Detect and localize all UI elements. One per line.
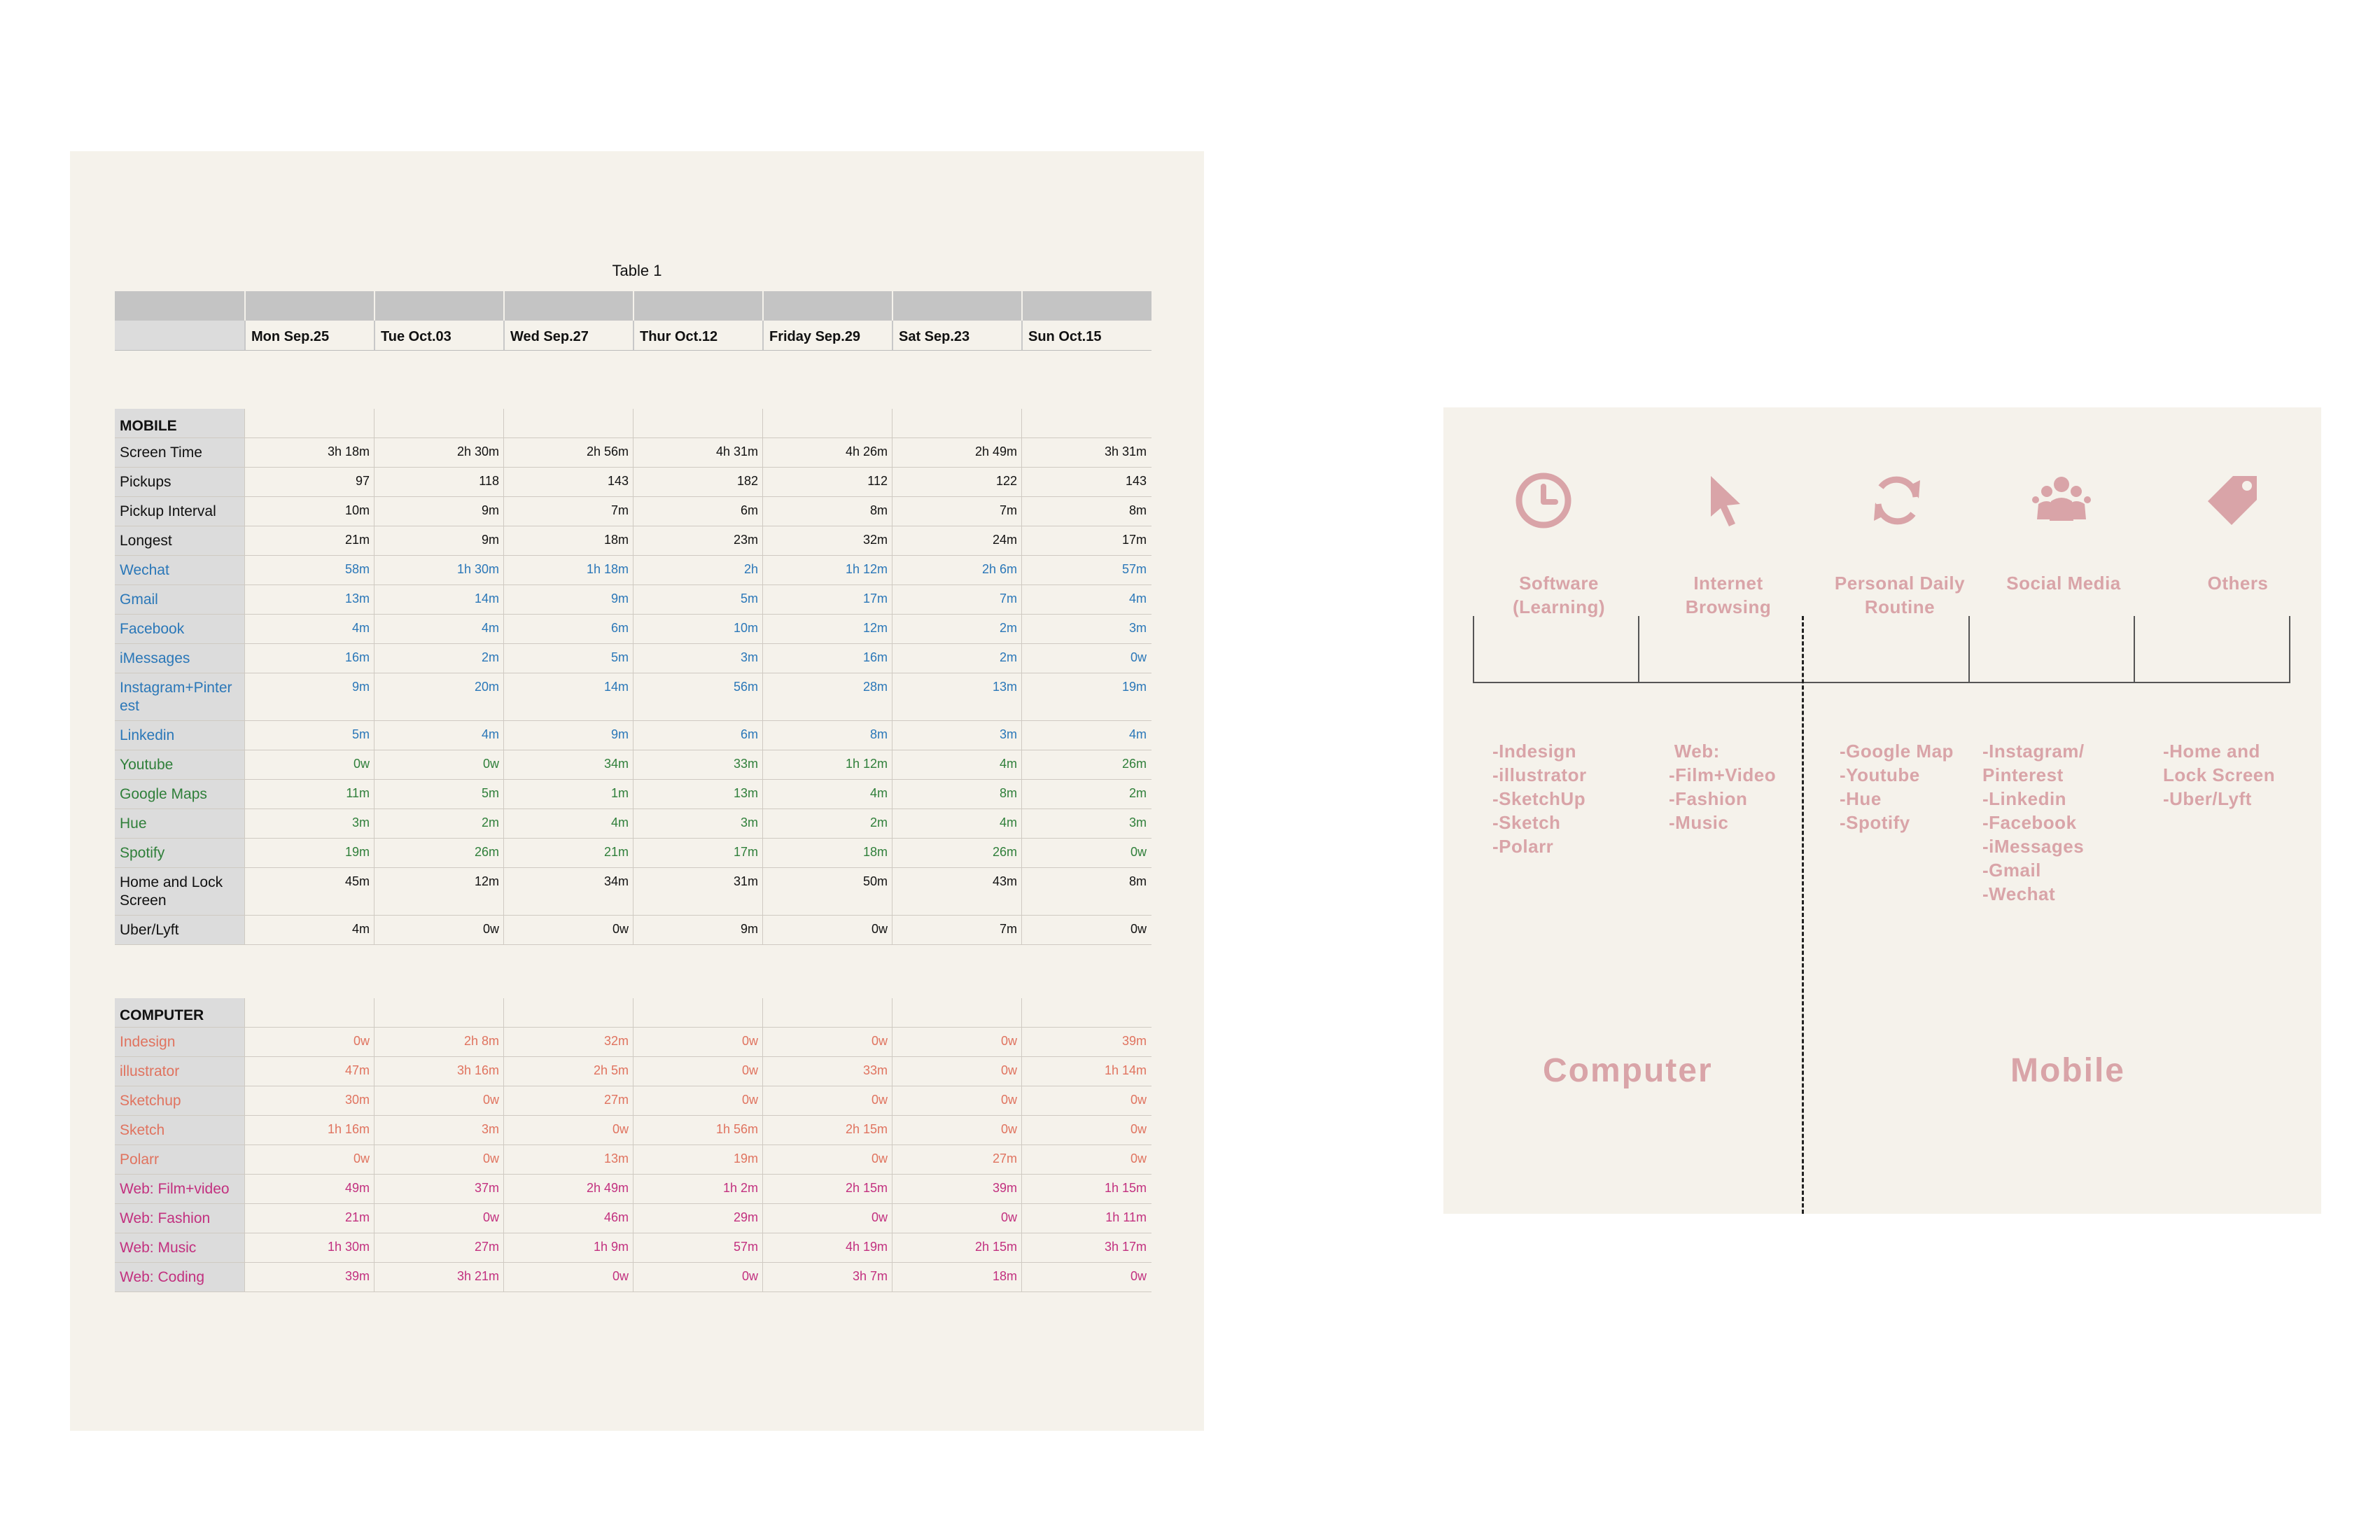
table-cell: 19m xyxy=(633,1145,762,1174)
table-row xyxy=(115,556,1152,585)
table-cell: 31m xyxy=(633,868,762,915)
table-cell: 0w xyxy=(1021,916,1151,944)
table-cell: 0w xyxy=(633,1028,762,1056)
table-cell: 10m xyxy=(633,615,762,643)
table-cell: 1h 12m xyxy=(762,556,892,584)
table-cell: 5m xyxy=(503,644,633,673)
table-cell: 2m xyxy=(762,809,892,838)
row-label: Linkedin xyxy=(115,721,244,750)
table-cell: 7m xyxy=(892,585,1021,614)
row-label: Pickups xyxy=(115,468,244,496)
clock-icon xyxy=(1512,469,1575,532)
table-cell: 0w xyxy=(892,1204,1021,1233)
table-row xyxy=(115,916,1152,945)
table-cell: 1h 30m xyxy=(244,1233,374,1262)
table-cell: 2h 6m xyxy=(892,556,1021,584)
empty-cell xyxy=(1021,409,1151,438)
table-cell: 9m xyxy=(503,585,633,614)
table-cell: 8m xyxy=(892,780,1021,808)
table-row xyxy=(115,1175,1152,1204)
table-row xyxy=(115,1233,1152,1263)
row-label: Youtube xyxy=(115,750,244,779)
category-label-routine: Personal Daily Routine xyxy=(1834,573,1966,617)
table-cell: 8m xyxy=(762,721,892,750)
table-cell: 18m xyxy=(892,1263,1021,1292)
table-cell: 58m xyxy=(244,556,374,584)
category-label-others: Others xyxy=(2207,573,2269,594)
table-cell: 17m xyxy=(762,585,892,614)
table-cell: 2h 56m xyxy=(503,438,633,467)
table-cell: 122 xyxy=(892,468,1021,496)
table-cell: 9m xyxy=(374,497,503,526)
group-label-mobile: Mobile xyxy=(2010,1052,2125,1089)
table-cell: 0w xyxy=(762,1145,892,1174)
table-cell: 4m xyxy=(374,615,503,643)
table-cell: 32m xyxy=(762,526,892,555)
day-header: Wed Sep.27 xyxy=(503,321,633,350)
table-cell: 3h 18m xyxy=(244,438,374,467)
table-panel xyxy=(70,151,1204,1431)
table-cell: 3m xyxy=(374,1116,503,1144)
table-cell: 1h 16m xyxy=(244,1116,374,1144)
empty-cell xyxy=(244,998,374,1027)
others-list: -Home and Lock Screen -Uber/Lyft xyxy=(2163,741,2276,809)
table-row xyxy=(115,1204,1152,1233)
table-cell: 24m xyxy=(892,526,1021,555)
table-cell: 2m xyxy=(374,809,503,838)
table-cell: 97 xyxy=(244,468,374,496)
table-cell: 112 xyxy=(762,468,892,496)
day-header: Sun Oct.15 xyxy=(1021,321,1151,350)
table-row xyxy=(115,1116,1152,1145)
table-cell: 46m xyxy=(503,1204,633,1233)
table-cell: 0w xyxy=(374,1145,503,1174)
table-cell: 3m xyxy=(244,809,374,838)
table-cell: 3h 17m xyxy=(1021,1233,1151,1262)
table-cell: 2m xyxy=(374,644,503,673)
row-label: Facebook xyxy=(115,615,244,643)
table-cell: 17m xyxy=(1021,526,1151,555)
screen-time-table xyxy=(115,291,1152,1446)
table-cell: 118 xyxy=(374,468,503,496)
section-heading: MOBILE xyxy=(115,409,244,438)
table-cell: 5m xyxy=(244,721,374,750)
table-cell: 26m xyxy=(892,839,1021,867)
table-cell: 4m xyxy=(1021,585,1151,614)
table-cell: 21m xyxy=(244,1204,374,1233)
table-cell: 3h 31m xyxy=(1021,438,1151,467)
table-cell: 43m xyxy=(892,868,1021,915)
row-label: Indesign xyxy=(115,1028,244,1056)
table-cell: 0w xyxy=(633,1263,762,1292)
day-header: Thur Oct.12 xyxy=(633,321,762,350)
table-cell: 1h 11m xyxy=(1021,1204,1151,1233)
table-cell: 21m xyxy=(503,839,633,867)
empty-cell xyxy=(503,998,633,1027)
table-cell: 10m xyxy=(244,497,374,526)
table-cell: 0w xyxy=(374,916,503,944)
table-cell: 4m xyxy=(892,750,1021,779)
table-cell: 45m xyxy=(244,868,374,915)
table-row xyxy=(115,750,1152,780)
table-cell: 0w xyxy=(1021,1263,1151,1292)
empty-cell xyxy=(762,998,892,1027)
row-label: Web: Film+video xyxy=(115,1175,244,1203)
table-row xyxy=(115,644,1152,673)
table-cell: 8m xyxy=(1021,497,1151,526)
table-cell: 27m xyxy=(503,1086,633,1115)
table-cell: 143 xyxy=(1021,468,1151,496)
computer-mobile-divider xyxy=(1802,616,1804,1214)
table-cell: 3h 16m xyxy=(374,1057,503,1086)
table-cell: 7m xyxy=(503,497,633,526)
empty-cell xyxy=(244,409,374,438)
category-timeline xyxy=(1473,616,2290,683)
table-cell: 2h 15m xyxy=(762,1175,892,1203)
row-label: Screen Time xyxy=(115,438,244,467)
table-cell: 0w xyxy=(503,1116,633,1144)
table-cell: 2h 49m xyxy=(503,1175,633,1203)
table-cell: 4m xyxy=(892,809,1021,838)
row-label: Gmail xyxy=(115,585,244,614)
table-cell: 2h 8m xyxy=(374,1028,503,1056)
row-label: iMessages xyxy=(115,644,244,673)
table-cell: 12m xyxy=(374,868,503,915)
table-cell: 56m xyxy=(633,673,762,720)
day-header: Sat Sep.23 xyxy=(892,321,1021,350)
table-cell: 2m xyxy=(892,615,1021,643)
table-cell: 4m xyxy=(762,780,892,808)
table-cell: 7m xyxy=(892,916,1021,944)
tag-icon xyxy=(2201,469,2264,532)
table-cell: 0w xyxy=(244,1145,374,1174)
table-row xyxy=(115,1145,1152,1175)
table-cell: 1h 15m xyxy=(1021,1175,1151,1203)
table-cell: 0w xyxy=(1021,644,1151,673)
table-cell: 6m xyxy=(633,497,762,526)
table-cell: 57m xyxy=(1021,556,1151,584)
day-header-row xyxy=(115,321,1152,351)
table-cell: 1h 2m xyxy=(633,1175,762,1203)
row-label: Wechat xyxy=(115,556,244,584)
table-cell: 143 xyxy=(503,468,633,496)
table-cell: 16m xyxy=(244,644,374,673)
table-row xyxy=(115,497,1152,526)
table-cell: 0w xyxy=(892,1086,1021,1115)
table-row xyxy=(115,839,1152,868)
table-title: Table 1 xyxy=(612,262,662,279)
table-cell: 30m xyxy=(244,1086,374,1115)
table-cell: 14m xyxy=(374,585,503,614)
table-cell: 49m xyxy=(244,1175,374,1203)
categories-panel xyxy=(1443,407,2321,1214)
table-cell: 26m xyxy=(1021,750,1151,779)
table-cell: 13m xyxy=(244,585,374,614)
cursor-icon xyxy=(1695,469,1758,532)
table-cell: 18m xyxy=(762,839,892,867)
table-cell: 17m xyxy=(633,839,762,867)
table-cell: 33m xyxy=(762,1057,892,1086)
table-cell: 182 xyxy=(633,468,762,496)
empty-cell xyxy=(633,409,762,438)
table-cell: 8m xyxy=(1021,868,1151,915)
table-row xyxy=(115,1028,1152,1057)
table-cell: 23m xyxy=(633,526,762,555)
table-cell: 3h 7m xyxy=(762,1263,892,1292)
table-cell: 4m xyxy=(244,615,374,643)
day-header: Tue Oct.03 xyxy=(374,321,503,350)
row-label: Hue xyxy=(115,809,244,838)
table-cell: 3m xyxy=(633,809,762,838)
table-cell: 9m xyxy=(503,721,633,750)
group-label-computer: Computer xyxy=(1543,1052,1713,1089)
table-cell: 4m xyxy=(244,916,374,944)
table-cell: 8m xyxy=(762,497,892,526)
table-cell: 13m xyxy=(892,673,1021,720)
table-cell: 0w xyxy=(244,750,374,779)
table-row xyxy=(115,1263,1152,1292)
table-cell: 2h xyxy=(633,556,762,584)
category-label-software: Software (Learning) xyxy=(1512,573,1606,617)
table-cell: 0w xyxy=(762,1028,892,1056)
table-cell: 0w xyxy=(503,916,633,944)
section-heading-row xyxy=(115,409,1152,438)
table-cell: 34m xyxy=(503,868,633,915)
table-cell: 4m xyxy=(1021,721,1151,750)
table-cell: 39m xyxy=(244,1263,374,1292)
table-cell: 4h 26m xyxy=(762,438,892,467)
people-icon xyxy=(2030,469,2093,532)
software-list: -Indesign -illustrator -SketchUp -Sketch -Polarr xyxy=(1492,741,1587,857)
table-cell: 29m xyxy=(633,1204,762,1233)
routine-list: -Google Map -Youtube -Hue -Spotify xyxy=(1840,741,1954,833)
table-cell: 0w xyxy=(374,750,503,779)
table-cell: 3m xyxy=(1021,809,1151,838)
table-cell: 0w xyxy=(892,1116,1021,1144)
empty-cell xyxy=(892,409,1021,438)
table-cell: 5m xyxy=(374,780,503,808)
table-cell: 57m xyxy=(633,1233,762,1262)
table-row xyxy=(115,809,1152,839)
row-label: Longest xyxy=(115,526,244,555)
row-label: Web: Music xyxy=(115,1233,244,1262)
table-row xyxy=(115,1057,1152,1086)
table-cell: 4h 19m xyxy=(762,1233,892,1262)
category-label-internet: Internet Browsing xyxy=(1685,573,1772,617)
table-cell: 7m xyxy=(892,497,1021,526)
table-cell: 50m xyxy=(762,868,892,915)
table-cell: 0w xyxy=(1021,1086,1151,1115)
table-cell: 21m xyxy=(244,526,374,555)
table-row xyxy=(115,468,1152,497)
table-cell: 0w xyxy=(633,1086,762,1115)
empty-cell xyxy=(374,409,503,438)
empty-cell xyxy=(892,998,1021,1027)
empty-cell xyxy=(633,998,762,1027)
table-cell: 4m xyxy=(503,809,633,838)
refresh-icon xyxy=(1865,469,1928,532)
row-label: Web: Fashion xyxy=(115,1204,244,1233)
table-cell: 1h 14m xyxy=(1021,1057,1151,1086)
table-cell: 0w xyxy=(633,1057,762,1086)
table-cell: 3m xyxy=(892,721,1021,750)
table-row xyxy=(115,1086,1152,1116)
table-cell: 0w xyxy=(1021,839,1151,867)
empty-cell xyxy=(762,409,892,438)
table-cell: 27m xyxy=(892,1145,1021,1174)
table-cell: 18m xyxy=(503,526,633,555)
table-cell: 0w xyxy=(374,1086,503,1115)
category-label-social: Social Media xyxy=(2006,573,2121,594)
section-heading-row xyxy=(115,998,1152,1028)
table-cell: 0w xyxy=(762,1204,892,1233)
table-cell: 0w xyxy=(1021,1116,1151,1144)
row-label: Polarr xyxy=(115,1145,244,1174)
table-cell: 2h 5m xyxy=(503,1057,633,1086)
table-cell: 37m xyxy=(374,1175,503,1203)
table-cell: 0w xyxy=(1021,1145,1151,1174)
table-cell: 12m xyxy=(762,615,892,643)
table-cell: 0w xyxy=(503,1263,633,1292)
table-cell: 47m xyxy=(244,1057,374,1086)
table-cell: 1h 30m xyxy=(374,556,503,584)
day-header: Friday Sep.29 xyxy=(762,321,892,350)
table-cell: 2h 15m xyxy=(892,1233,1021,1262)
table-row xyxy=(115,438,1152,468)
table-row xyxy=(115,526,1152,556)
table-row xyxy=(115,868,1152,916)
header-corner xyxy=(115,321,244,350)
row-label: Home and Lock Screen xyxy=(115,868,244,915)
table-cell: 5m xyxy=(633,585,762,614)
row-label: Google Maps xyxy=(115,780,244,808)
table-row xyxy=(115,585,1152,615)
table-header-bar xyxy=(115,291,1152,321)
table-cell: 14m xyxy=(503,673,633,720)
table-cell: 3m xyxy=(633,644,762,673)
table-cell: 34m xyxy=(503,750,633,779)
table-cell: 0w xyxy=(762,916,892,944)
table-cell: 19m xyxy=(1021,673,1151,720)
table-cell: 39m xyxy=(892,1175,1021,1203)
table-cell: 9m xyxy=(244,673,374,720)
table-cell: 19m xyxy=(244,839,374,867)
table-cell: 13m xyxy=(503,1145,633,1174)
table-cell: 28m xyxy=(762,673,892,720)
table-cell: 1h 12m xyxy=(762,750,892,779)
table-cell: 26m xyxy=(374,839,503,867)
table-cell: 1h 18m xyxy=(503,556,633,584)
table-cell: 1m xyxy=(503,780,633,808)
row-label: Pickup Interval xyxy=(115,497,244,526)
table-cell: 1h 9m xyxy=(503,1233,633,1262)
empty-cell xyxy=(503,409,633,438)
row-label: Sketchup xyxy=(115,1086,244,1115)
table-cell: 9m xyxy=(633,916,762,944)
table-cell: 1h 56m xyxy=(633,1116,762,1144)
table-cell: 2h 49m xyxy=(892,438,1021,467)
table-row xyxy=(115,721,1152,750)
table-cell: 2h 15m xyxy=(762,1116,892,1144)
table-cell: 33m xyxy=(633,750,762,779)
table-cell: 32m xyxy=(503,1028,633,1056)
table-cell: 9m xyxy=(374,526,503,555)
row-label: Web: Coding xyxy=(115,1263,244,1292)
row-label: Sketch xyxy=(115,1116,244,1144)
empty-cell xyxy=(1021,998,1151,1027)
table-cell: 6m xyxy=(633,721,762,750)
table-cell: 2h 30m xyxy=(374,438,503,467)
table-cell: 0w xyxy=(762,1086,892,1115)
row-label: Spotify xyxy=(115,839,244,867)
table-row xyxy=(115,615,1152,644)
table-cell: 0w xyxy=(892,1028,1021,1056)
table-cell: 4h 31m xyxy=(633,438,762,467)
table-cell: 3m xyxy=(1021,615,1151,643)
table-cell: 6m xyxy=(503,615,633,643)
day-header: Mon Sep.25 xyxy=(244,321,374,350)
row-label: Instagram+Pinterest xyxy=(115,673,244,720)
table-cell: 39m xyxy=(1021,1028,1151,1056)
table-cell: 11m xyxy=(244,780,374,808)
table-cell: 2m xyxy=(892,644,1021,673)
table-cell: 16m xyxy=(762,644,892,673)
table-cell: 2m xyxy=(1021,780,1151,808)
table-cell: 4m xyxy=(374,721,503,750)
internet-list: Web: -Film+Video -Fashion -Music xyxy=(1669,741,1777,833)
table-cell: 0w xyxy=(244,1028,374,1056)
row-label: Uber/Lyft xyxy=(115,916,244,944)
table-row xyxy=(115,780,1152,809)
table-cell: 0w xyxy=(892,1057,1021,1086)
section-heading: COMPUTER xyxy=(115,998,244,1027)
table-cell: 0w xyxy=(374,1204,503,1233)
table-cell: 3h 21m xyxy=(374,1263,503,1292)
table-cell: 27m xyxy=(374,1233,503,1262)
table-cell: 20m xyxy=(374,673,503,720)
table-row xyxy=(115,673,1152,721)
row-label: illustrator xyxy=(115,1057,244,1086)
social-list: -Instagram/ Pinterest -Linkedin -Facebook -iMessages -Gmail -Wechat xyxy=(1982,741,2085,904)
empty-cell xyxy=(374,998,503,1027)
table-cell: 13m xyxy=(633,780,762,808)
